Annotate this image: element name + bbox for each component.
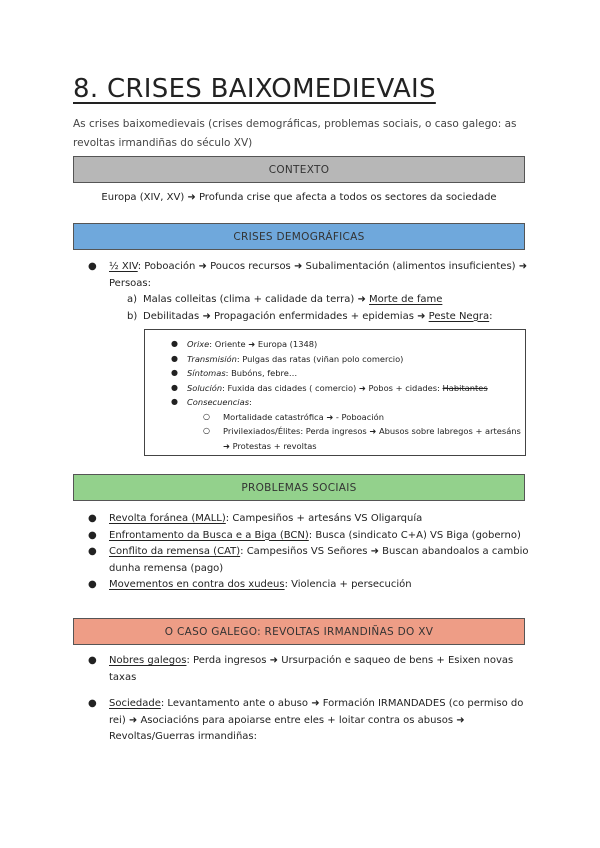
sub-item-text: Debilitadas ➜ Propagación enfermidades + epidemias ➜ xyxy=(143,310,429,322)
list-item xyxy=(73,653,533,686)
list-item xyxy=(145,395,525,410)
item-label: Movementos en contra dos xudeus xyxy=(109,579,285,590)
item-label: Orixe xyxy=(187,339,210,349)
circle-bullet-icon: ○ xyxy=(203,426,210,435)
intro-text: As crises baixomedievais (crises demográficas, problemas sociais, o caso galego: as revoltas irmandiñas do século XV) xyxy=(73,118,517,149)
list-item xyxy=(73,696,533,746)
item-label: Conflito da remensa (CAT) xyxy=(109,546,241,557)
item-label: Revolta foránea (MALL) xyxy=(109,513,226,524)
list-item xyxy=(145,366,525,381)
item-text: : Violencia + persecución xyxy=(284,579,412,590)
list-item xyxy=(145,381,525,396)
item-label: Consecuencias xyxy=(187,397,250,407)
sub-list-item xyxy=(145,424,525,453)
item-text: : Oriente ➜ Europa (1348) xyxy=(209,339,318,349)
item-text: : Poboación ➜ Poucos recursos ➜ Subalimentación (alimentos insuficientes) ➜ Persoas: xyxy=(109,261,528,289)
list-item xyxy=(73,259,533,292)
section-header-problemas-sociais: PROBLEMAS SOCIAIS xyxy=(73,474,525,501)
bullet-icon: ● xyxy=(88,655,97,666)
contexto-line: Europa (XIV, XV) ➜ Profunda crise que afecta a todos os sectores da sociedade xyxy=(101,192,497,203)
page-title: 8. CRISES BAIXOMEDIEVAIS xyxy=(73,74,436,104)
circle-bullet-icon: ○ xyxy=(203,411,210,421)
item-text: : Fuxida das cidades ( comercio) ➜ Pobos + cidades: xyxy=(222,382,443,393)
item-text: : Pulgas das ratas (viñan polo comercio) xyxy=(236,353,404,364)
sub-item-label: b) xyxy=(127,310,138,322)
list-item xyxy=(145,337,525,352)
bullet-icon: ● xyxy=(88,261,97,272)
demograficas-list xyxy=(73,259,533,325)
item-text: : Perda ingresos ➜ Ursurpación e saqueo de bens + Esixen novas taxas xyxy=(109,655,514,683)
sub-item-b xyxy=(73,309,533,326)
strikethrough-text: Habitantes xyxy=(442,382,488,393)
bullet-icon: ● xyxy=(171,397,178,406)
bullet-icon: ● xyxy=(171,339,178,348)
list-item xyxy=(73,577,533,594)
list-item xyxy=(73,544,533,577)
item-label: Enfrontamento da Busca e a Biga (BCN) xyxy=(109,529,309,541)
sub-item-text: Privilexiados/Élites: Perda ingresos ➜ Abusos sobre labregos + artesáns ➜ Protestas + revoltas xyxy=(223,426,521,451)
sub-item-text: Mortalidade catastrófica ➜ - Poboación xyxy=(223,411,384,422)
item-text: : xyxy=(249,397,252,407)
item-label: Síntomas xyxy=(187,368,226,378)
section-header-contexto: CONTEXTO xyxy=(73,156,525,183)
sub-item-a xyxy=(73,292,533,309)
bullet-icon: ● xyxy=(88,546,97,557)
bullet-icon: ● xyxy=(88,529,97,541)
bullet-icon: ● xyxy=(88,579,97,590)
sub-item-text: Malas colleitas (clima + calidade da terra) ➜ xyxy=(143,294,370,305)
item-label: ½ XIV xyxy=(109,261,138,272)
galego-list xyxy=(73,653,533,746)
item-text: : Bubóns, febre… xyxy=(225,368,298,378)
section-header-caso-galego: O CASO GALEGO: REVOLTAS IRMANDIÑAS DO XV xyxy=(73,618,525,645)
item-text: : Busca (sindicato C+A) VS Biga (goberno) xyxy=(308,529,521,541)
bullet-icon: ● xyxy=(88,698,97,709)
sub-item-end: : xyxy=(489,310,493,322)
sub-item-label: a) xyxy=(127,294,138,305)
item-label: Transmisión xyxy=(187,353,237,364)
bullet-icon: ● xyxy=(171,382,178,392)
peste-negra-box xyxy=(144,329,526,456)
item-label: Solución xyxy=(187,382,223,393)
item-label: Nobres galegos xyxy=(109,655,187,666)
sub-list-item xyxy=(145,410,525,425)
list-item xyxy=(73,528,533,545)
bullet-icon: ● xyxy=(171,368,178,377)
sub-item-underlined: Peste Negra xyxy=(428,310,490,322)
item-text: : Campesiños VS Señores ➜ Buscan abandoalos a cambio dunha remensa (pago) xyxy=(109,546,529,574)
item-text: : Levantamento ante o abuso ➜ Formación IRMANDADES (co permiso do rei) ➜ Asociacións para apoiarse entre eles + loitar contra os abusos ➜ Revoltas/Guerras irmandiñas: xyxy=(109,698,524,742)
problemas-list xyxy=(73,511,533,594)
item-label: Sociedade xyxy=(109,698,161,709)
sub-item-underlined: Morte de fame xyxy=(369,294,443,305)
bullet-icon: ● xyxy=(88,513,97,524)
list-item xyxy=(145,352,525,367)
list-item xyxy=(73,511,533,528)
bullet-icon: ● xyxy=(171,353,178,363)
section-header-crises-demograficas: CRISES DEMOGRÁFICAS xyxy=(73,223,525,250)
item-text: : Campesiños + artesáns VS Oligarquía xyxy=(225,513,423,524)
